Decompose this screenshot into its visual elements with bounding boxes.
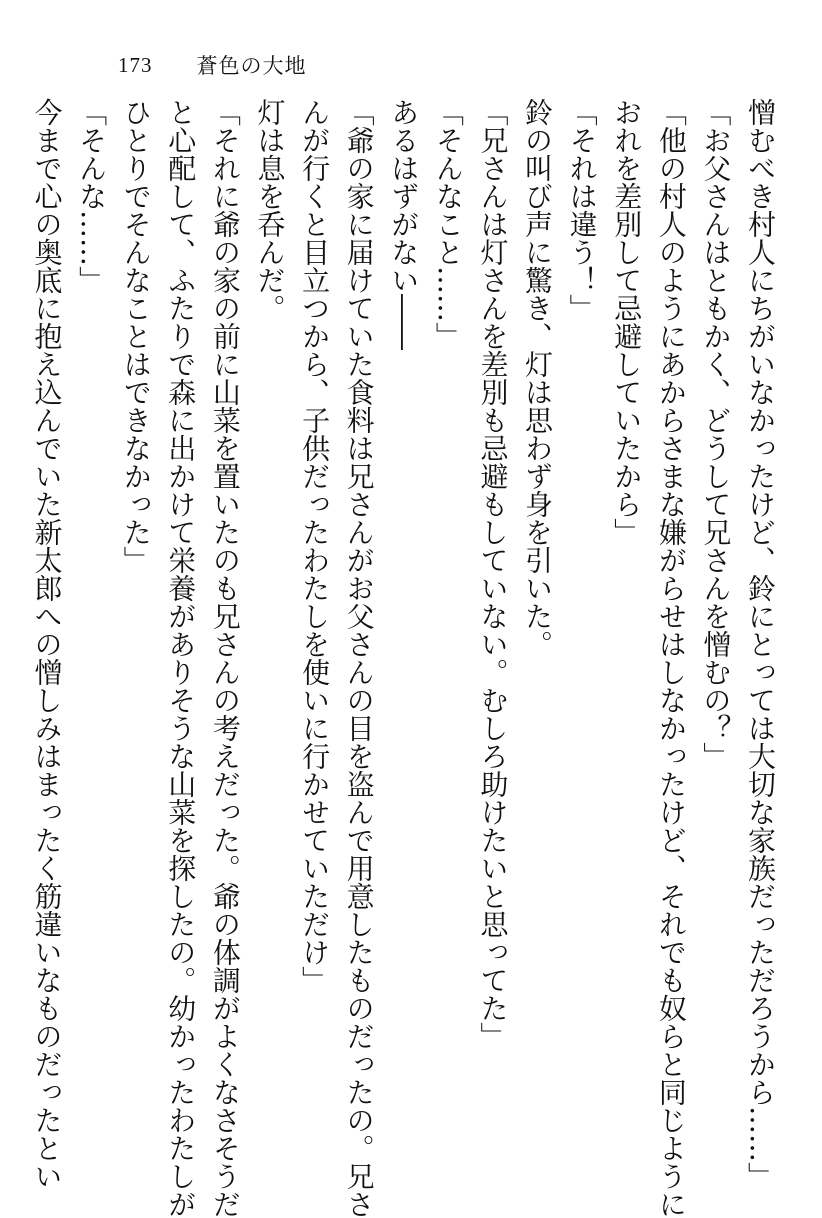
running-header: [118, 50, 307, 80]
text-line: 灯は息を呑んだ。: [253, 98, 287, 322]
text-line: おれを差別して忌避していたから」: [610, 98, 644, 546]
text-line: ひとりでそんなことはできなかった」: [119, 98, 153, 574]
page-number: 173: [118, 52, 153, 77]
text-line: あるはずがない――: [387, 98, 421, 350]
text-line: 「それは違う！」: [565, 98, 599, 322]
book-title: 蒼色の大地: [196, 54, 307, 78]
text-line: 今まで心の奥底に抱え込んでいた新太郎への憎しみはまったく筋違いなものだったとい: [30, 98, 64, 1190]
text-line: と心配して、ふたりで森に出かけて栄養がありそうな山菜を探したの。幼かったわたしが: [164, 98, 198, 1218]
vertical-body-text: [24, 98, 782, 1218]
text-line: 「そんな……」: [75, 98, 109, 294]
text-line: 「兄さんは灯さんを差別も忌避もしていない。むしろ助けたいと思ってた」: [476, 98, 510, 1050]
text-line: 「お父さんはともかく、どうして兄さんを憎むの？」: [699, 98, 733, 770]
text-line: 「他の村人のようにあからさまな嫌がらせはしなかったけど、それでも奴らと同じように: [654, 98, 688, 1218]
text-line: んが行くと目立つから、子供だったわたしを使いに行かせていただけ」: [298, 98, 332, 994]
text-line: 「そんなこと……」: [431, 98, 465, 350]
text-line: 憎むべき村人にちがいなかったけど、鈴にとっては大切な家族だっただろうから……」: [744, 98, 777, 1190]
text-line: 「それに爺の家の前に山菜を置いたのも兄さんの考えだった。爺の体調がよくなさそうだ: [208, 98, 242, 1218]
text-line: 「爺の家に届けていた食料は兄さんがお父さんの目を盗んで用意したものだったの。兄さ: [342, 98, 376, 1218]
text-line: 鈴の叫び声に驚き、灯は思わず身を引いた。: [521, 98, 555, 658]
